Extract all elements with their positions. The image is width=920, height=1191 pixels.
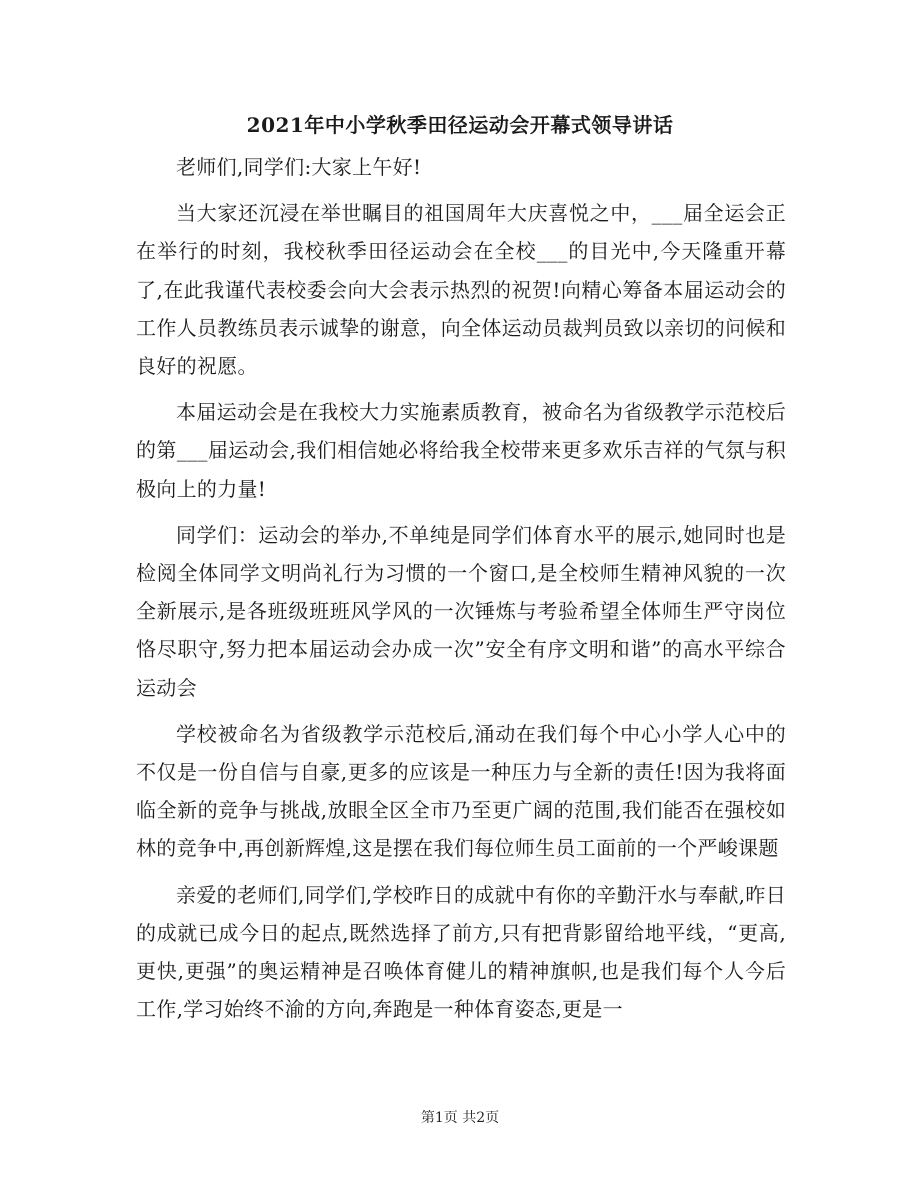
document-title: 2021年中小学秋季田径运动会开幕式领导讲话 [246, 113, 674, 137]
paragraph-students: 同学们：运动会的举办,不单纯是同学们体育水平的展示,她同时也是检阅全体同学文明尚礼行为习惯的一个窗口,是全校师生精神风貌的一次全新展示,是各班级班班风学风的一次锤炼与考验希望全体师生严守岗位恪尽职守,努力把本届运动会办成一次”安全有序文明和谐”的高水平综合运动会 [136, 522, 786, 700]
paragraph-closing: 亲爱的老师们,同学们,学校昨日的成就中有你的辛勤汗水与奉献,昨日的成就已成今日的起点,既然选择了前方,只有把背影留给地平线，“更高,更快,更强”的奥运精神是召唤体育健儿的精神旗帜,也是我们每个人今后工作,学习始终不渝的方向,奔跑是一种体育姿态,更是一 [136, 882, 786, 1022]
page-footer: 第1页 共2页 [420, 1110, 500, 1126]
paragraph-greeting: 老师们,同学们:大家上午好! [176, 155, 422, 179]
document-body [136, 148, 786, 1036]
paragraph-responsibility: 学校被命名为省级教学示范校后,涌动在我们每个中心小学人心中的不仅是一份自信与自豪,更多的应该是一种压力与全新的责任!因为我将面临全新的竞争与挑战,放眼全区全市乃至更广阔的范围,我们能否在强校如林的竞争中,再创新辉煌,这是摆在我们每位师生员工面前的一个严峻课题 [136, 721, 786, 861]
paragraph-opening: 当大家还沉浸在举世瞩目的祖国周年大庆喜悦之中，___届全运会正在举行的时刻，我校秋季田径运动会在全校___的目光中,今天隆重开幕了,在此我谨代表校委会向大会表示热烈的祝贺!向精心筹备本届运动会的工作人员教练员表示诚挚的谢意，向全体运动员裁判员致以亲切的问候和良好的祝愿。 [136, 201, 786, 379]
paragraph-education: 本届运动会是在我校大力实施素质教育，被命名为省级教学示范校后的第___届运动会,我们相信她必将给我全校带来更多欢乐吉祥的气氛与积极向上的力量! [136, 400, 786, 501]
